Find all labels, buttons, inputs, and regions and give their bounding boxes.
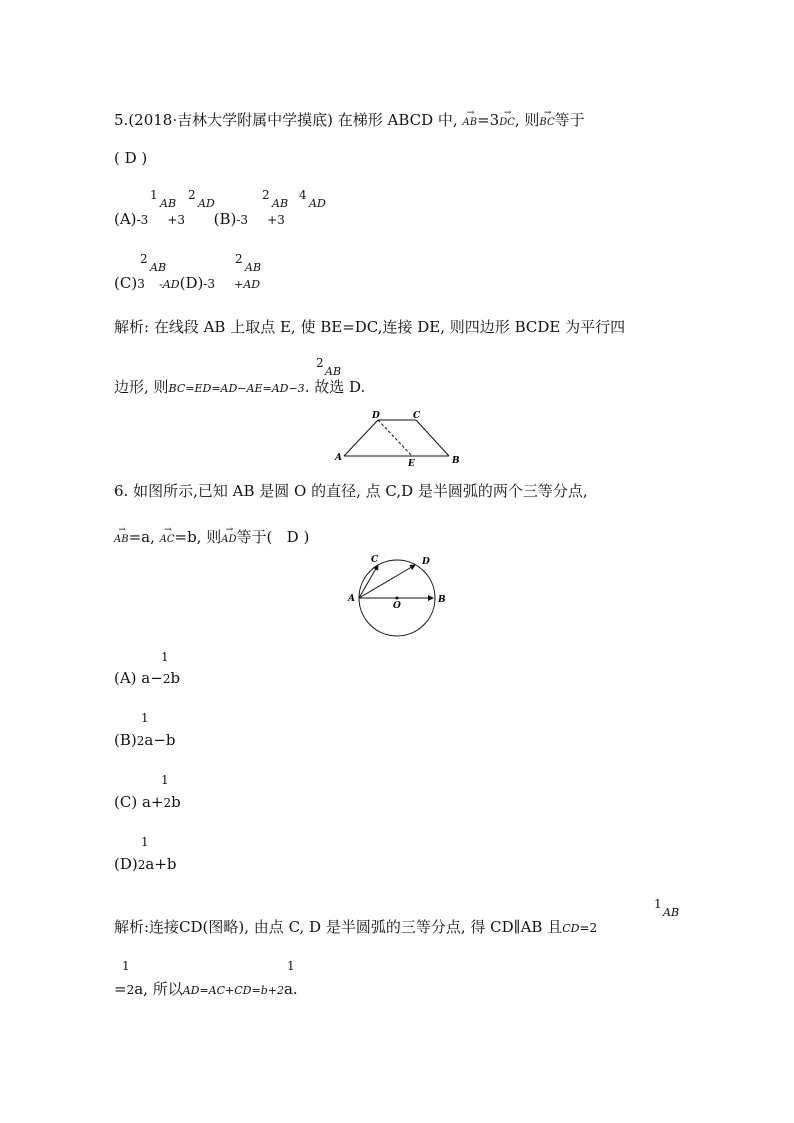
q6-analysis2-one: 1 (122, 959, 130, 973)
q5-opt-c-num: 2 (140, 252, 148, 266)
q5-answer: ( D ) (114, 149, 148, 167)
label-c: C (371, 555, 379, 565)
label-b: B (438, 595, 446, 605)
q5-opt-c-ab: AB (150, 261, 167, 274)
q6-option-a: (A) a−2b (114, 669, 181, 687)
q5-source: (2018·吉林大学附属中学摸底) (128, 111, 333, 129)
q5-option-c-d: (C)3 -AD(D)-3 +AD (114, 274, 261, 292)
vec-bc: → BC (539, 118, 554, 128)
q5-opt-b-num: 2 (262, 188, 270, 202)
q5-option-a-b: (A)-3 +3 (B)-3 +3 (114, 210, 285, 228)
label-c: C (413, 411, 421, 421)
q5-stem: 5.(2018·吉林大学附属中学摸底) 在梯形 ABCD 中, → AB=3→ DC, 则→ BC等于 (114, 113, 585, 128)
q6-analysis2-one-b: 1 (287, 959, 295, 973)
q5-analysis-line1: 解析: 在线段 AB 上取点 E, 使 BE=DC,连接 DE, 则四边形 BCDE 为平行四 (114, 318, 626, 336)
q5-number: 5. (114, 111, 129, 129)
q5-opt-b-num2: 4 (299, 188, 307, 202)
q5-analysis-num: 2 (316, 356, 324, 370)
q6-option-d: (D)2a+b (114, 855, 177, 873)
q6-opt-d-one: 1 (141, 835, 149, 849)
q5-analysis-line2: 边形, 则BC=ED=AD−AE=AD−3. 故选 D. (114, 378, 366, 396)
q6-stem-line2: → AB=a, → AC=b, 则→ AD等于( D ) (114, 530, 309, 545)
q5-opt-b-ab: AB (272, 197, 289, 210)
q5-opt-d-num: 2 (235, 252, 243, 266)
q5-opt-a-num2: 2 (188, 188, 196, 202)
vec-dc: → DC (499, 118, 515, 128)
label-a: A (348, 594, 355, 604)
q5-opt-a-ab: AB (160, 197, 177, 210)
q6-opt-a-one: 1 (161, 650, 169, 664)
trapezoid-figure (334, 408, 464, 466)
q5-opt-a-ad: AD (198, 197, 215, 210)
q5-opt-b-ad: AD (309, 197, 326, 210)
q6-option-c: (C) a+2b (114, 793, 181, 811)
q5-opt-a-num: 1 (150, 188, 158, 202)
q6-analysis-one: 1 (654, 897, 662, 911)
q6-analysis-line2: =2a, 所以AD=AC+CD=b+2a. (114, 980, 298, 998)
q6-stem: 6. 如图所示,已知 AB 是圆 O 的直径, 点 C,D 是半圆弧的两个三等分点, (114, 482, 588, 500)
label-b: B (452, 456, 460, 466)
label-d: D (422, 557, 430, 567)
q5-opt-d-ab: AB (245, 261, 262, 274)
q6-analysis-line1: 解析:连接CD(图略), 由点 C, D 是半圆弧的三等分点, 得 CD∥AB 且CD=2 (114, 918, 598, 936)
vec-ab: → AB (462, 118, 477, 128)
label-o: O (393, 601, 401, 611)
label-e: E (408, 459, 415, 466)
q6-analysis-ab: AB (663, 906, 680, 919)
q6-option-b: (B)2a−b (114, 731, 176, 749)
q5-analysis-ab: AB (325, 365, 342, 378)
label-a: A (335, 453, 342, 463)
q6-opt-b-one: 1 (141, 711, 149, 725)
circle-figure (343, 552, 455, 642)
label-d: D (372, 411, 380, 421)
q6-opt-c-one: 1 (161, 773, 169, 787)
